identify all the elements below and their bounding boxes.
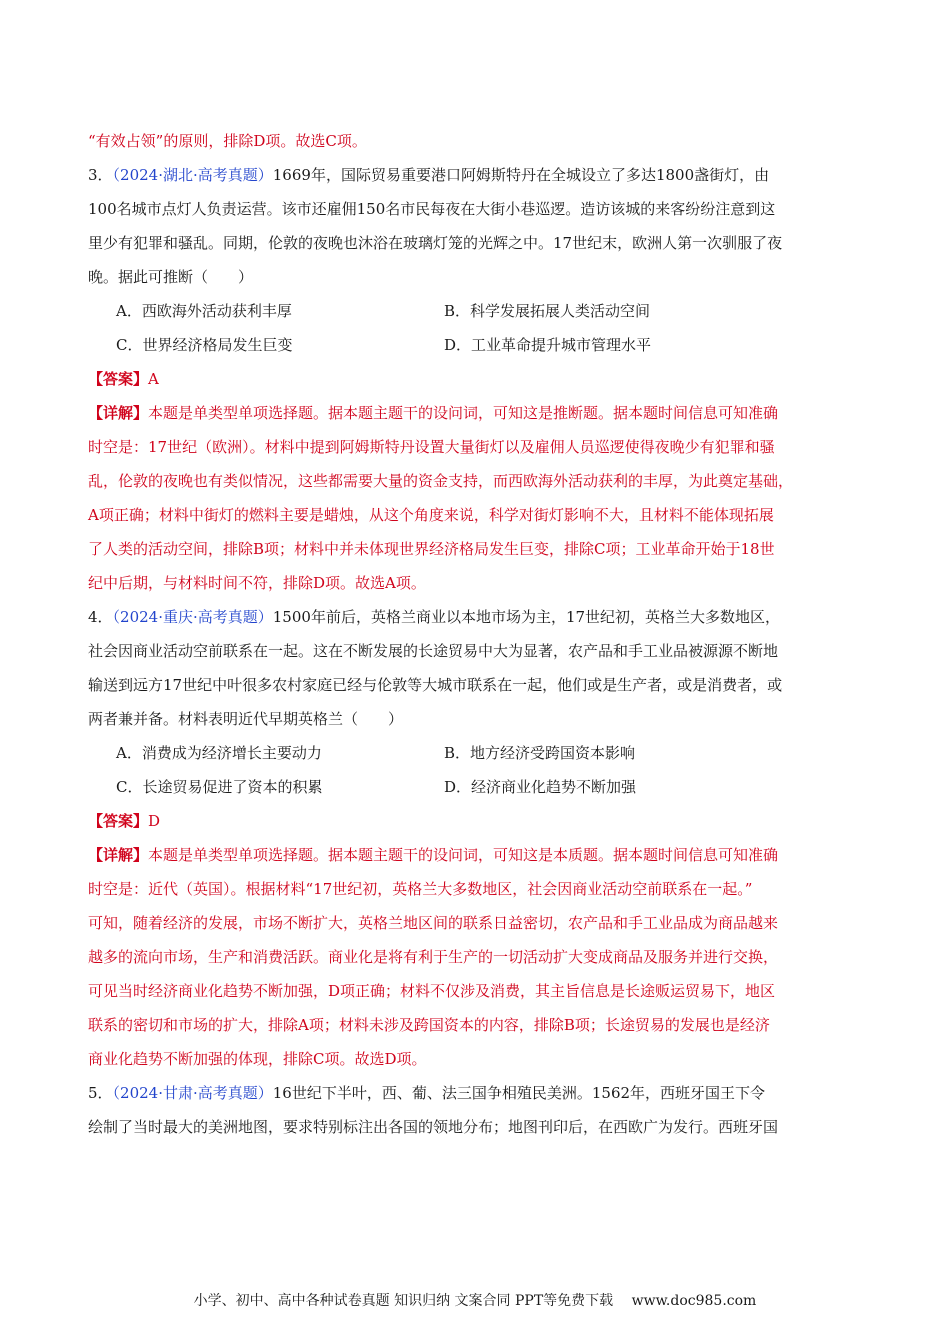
detail-line: A项正确；材料中街灯的燃料主要是蜡烛，从这个角度来说，科学对街灯影响不大，且材料不能体现拓展 (88, 506, 774, 524)
stem-text: 1500年前后，英格兰商业以本地市场为主，17世纪初，英格兰大多数地区， (272, 608, 781, 626)
question-stem-line: 里少有犯罪和骚乱。同期，伦敦的夜晚也沐浴在玻璃灯笼的光辉之中。17世纪末，欧洲人第一次驯服了夜 (88, 234, 783, 252)
question-source: （2024·重庆·高考真题） (112, 608, 273, 626)
detail-line: 可见当时经济商业化趋势不断加强，D项正确；材料不仅涉及消费，其主旨信息是长途贩运贸易下，地区 (88, 982, 776, 1000)
intro-line: “有效占领”的原则，排除D项。故选C项。 (88, 132, 367, 150)
document-page (88, 124, 878, 1144)
detail-line: 了人类的活动空间，排除B项；材料中并未体现世界经济格局发生巨变，排除C项；工业革命开始于18世 (88, 540, 775, 558)
question-number: 3． (88, 166, 113, 184)
detail-line: 越多的流向市场，生产和消费活跃。商业化是将有利于生产的一切活动扩大变成商品及服务并进行交换， (88, 948, 779, 966)
detail-line: 时空是：17世纪（欧洲）。材料中提到阿姆斯特丹设置大量街灯以及雇佣人员巡逻使得夜晚少有犯罪和骚 (88, 438, 775, 456)
option-a: A．消费成为经济增长主要动力 (116, 744, 322, 762)
option-b: B．科学发展拓展人类活动空间 (444, 302, 651, 320)
answer-line (88, 804, 878, 838)
question-stem-line: 100名城市点灯人负责运营。该市还雇佣150名市民每夜在大街小巷巡逻。造访该城的来客纷纷注意到这 (88, 200, 776, 218)
option-c: C．长途贸易促进了资本的积累 (116, 778, 323, 796)
detail-line: 联系的密切和市场的扩大，排除A项；材料未涉及跨国资本的内容，排除B项；长途贸易的发展也是经济 (88, 1016, 770, 1034)
question-4 (88, 600, 878, 1076)
question-3 (88, 158, 878, 600)
question-stem-line (88, 1076, 878, 1110)
detail-line: 时空是：近代（英国）。根据材料“17世纪初，英格兰大多数地区，社会因商业活动空前联系在一起。” (88, 880, 753, 898)
question-stem-line (88, 600, 878, 634)
detail-line: 商业化趋势不断加强的体现，排除C项。故选D项。 (88, 1050, 427, 1068)
detail-line (88, 396, 878, 430)
detail-line (88, 838, 878, 872)
detail-line: 可知，随着经济的发展，市场不断扩大，英格兰地区间的联系日益密切，农产品和手工业品成为商品越来 (88, 914, 779, 932)
option-a: A．西欧海外活动获利丰厚 (116, 302, 292, 320)
answer-label: 【答案】 (88, 370, 149, 388)
answer-line (88, 362, 878, 396)
answer-label: 【答案】 (88, 812, 149, 830)
question-stem-line: 输送到远方17世纪中叶很多农村家庭已经与伦敦等大城市联系在一起，他们或是生产者，或是消费者，或 (88, 676, 783, 694)
question-stem-line: 绘制了当时最大的美洲地图，要求特别标注出各国的领地分布；地图刊印后，在西欧广为发行。西班牙国 (88, 1118, 779, 1136)
question-stem-line: 社会因商业活动空前联系在一起。这在不断发展的长途贸易中大为显著，农产品和手工业品被源源不断地 (88, 642, 779, 660)
question-number: 4． (88, 608, 113, 626)
detail-line: 乱，伦敦的夜晚也有类似情况，这些都需要大量的资金支持，而西欧海外活动获利的丰厚，为此奠定基础， (88, 472, 794, 490)
question-stem-line (88, 158, 878, 192)
option-c: C．世界经济格局发生巨变 (116, 336, 293, 354)
question-source: （2024·湖北·高考真题） (112, 166, 273, 184)
detail-line: 纪中后期，与材料时间不符，排除D项。故选A项。 (88, 574, 426, 592)
question-source: （2024·甘肃·高考真题） (112, 1084, 273, 1102)
detail-text: 本题是单类型单项选择题。据本题主题干的设问词，可知这是本质题。据本题时间信息可知准确 (148, 846, 779, 864)
detail-label: 【详解】 (88, 404, 149, 422)
detail-text: 本题是单类型单项选择题。据本题主题干的设问词，可知这是推断题。据本题时间信息可知准确 (148, 404, 779, 422)
option-d: D．经济商业化趋势不断加强 (444, 778, 637, 796)
question-5 (88, 1076, 878, 1144)
question-stem-line: 两者兼并备。材料表明近代早期英格兰（ ） (88, 710, 404, 728)
option-d: D．工业革命提升城市管理水平 (444, 336, 652, 354)
stem-text: 16世纪下半叶，西、葡、法三国争相殖民美洲。1562年，西班牙国王下令 (272, 1084, 766, 1102)
detail-label: 【详解】 (88, 846, 149, 864)
question-stem-line: 晚。据此可推断（ ） (88, 268, 254, 286)
option-b: B．地方经济受跨国资本影响 (444, 744, 636, 762)
answer-value: D (148, 812, 161, 830)
stem-text: 1669年，国际贸易重要港口阿姆斯特丹在全城设立了多达1800盏街灯，由 (272, 166, 770, 184)
question-number: 5． (88, 1084, 113, 1102)
page-footer: 小学、初中、高中各种试卷真题 知识归纳 文案合同 PPT等免费下载 www.doc985.com (193, 1293, 757, 1309)
answer-value: A (148, 370, 159, 388)
